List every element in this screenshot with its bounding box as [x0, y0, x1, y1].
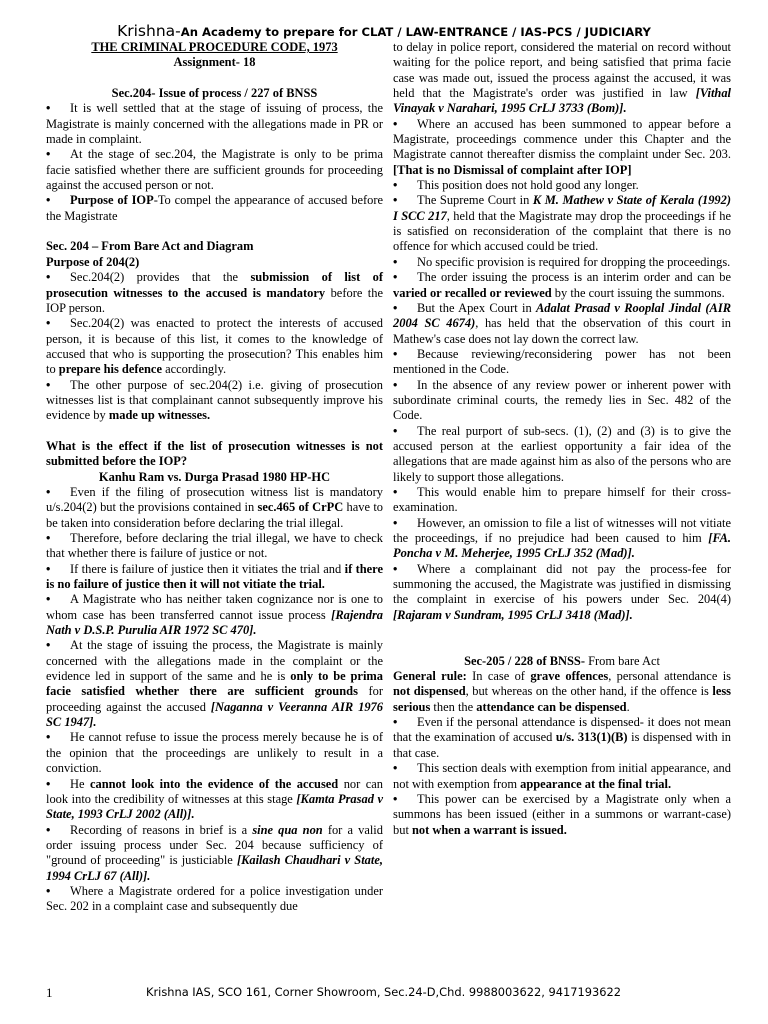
bullet-item: • However, an omission to file a list of witnesses will not vitiate the proceedings, if no prejudice had been caused to him [FA. Poncha v M. Meherjee, 1995 CrLJ 352 (Mad)]. [393, 516, 731, 562]
bullet-item: • This power can be exercised by a Magistrate only when a summons has been issued (either in a summons or warrant-case) but not when a warrant is issued. [393, 792, 731, 838]
header-tagline: An Academy to prepare for CLAT / LAW-ENTRANCE / IAS-PCS / JUDICIARY [180, 25, 651, 39]
bullet-item: • A Magistrate who has neither taken cognizance nor is one to whom case has been transferred cannot issue process [Rajendra Nath v D.S.P. Purulia AIR 1972 SC 470]. [46, 592, 383, 638]
bullet-item: • This position does not hold good any longer. [393, 178, 731, 193]
bullet-item: • Even if the filing of prosecution witness list is mandatory u/s.204(2) but the provisions contained in sec.465 of CrPC have to be taken into consideration before declaring the trial illegal. [46, 485, 383, 531]
bullet-item: • The other purpose of sec.204(2) i.e. giving of prosecution witnesses list is that complainant cannot subsequently improve his evidence by made up witnesses. [46, 378, 383, 424]
bullet-item: • The order issuing the process is an interim order and can be varied or recalled or reviewed by the court issuing the summons. [393, 270, 731, 301]
bullet-item: • At the stage of sec.204, the Magistrate is only to be prima facie satisfied whether there are sufficient grounds for proceeding against the accused person or not. [46, 147, 383, 193]
bullet-item: • Purpose of IOP-To compel the appearance of accused before the Magistrate [46, 193, 383, 224]
bullet-item: • Where an accused has been summoned to appear before a Magistrate, proceedings commence under this Chapter and the Magistrate cannot thereafter dismiss the complaint under Sec. 203. [That is no Dismissal of complaint after IOP] [393, 117, 731, 178]
purpose-heading: Purpose of 204(2) [46, 254, 140, 269]
sec204-heading: Sec.204- Issue of process / 227 of BNSS [111, 86, 318, 101]
bullet-item: • If there is failure of justice then it vitiates the trial and if there is no failure of justice then it will not vitiate the trial. [46, 562, 383, 593]
page-footer [0, 984, 768, 1000]
bullet-item: • Recording of reasons in brief is a sine qua non for a valid order issuing process under Sec. 204 because sufficiency of "ground of proceeding" is justiciable [Kailash Chaudhari v State, 1994 CrLJ 67 (All)]. [46, 823, 383, 884]
page-header [0, 22, 768, 41]
bullet-item: • But the Apex Court in Adalat Prasad v Rooplal Jindal (AIR 2004 SC 4674), has held that the observation of this court in Mathew's case does not lay down the correct law. [393, 301, 731, 347]
bullet-item: • He cannot look into the evidence of the accused nor can look into the credibility of witnesses at this stage [Kamta Prasad v State, 1993 CrLJ 2002 (All)]. [46, 777, 383, 823]
case-heading: Kanhu Ram vs. Durga Prasad 1980 HP-HC [98, 469, 331, 484]
sec205-heading: Sec-205 / 228 of BNSS- From bare Act [464, 653, 660, 668]
bullet-item: • The real purport of sub-secs. (1), (2) and (3) is to give the accused person at the earliest opportunity a fair idea of the allegations that are made against him as also of the persons who are likely to support those allegations. [393, 424, 731, 485]
document-title: THE CRIMINAL PROCEDURE CODE, 1973 [91, 40, 338, 54]
bullet-item: • Even if the personal attendance is dispensed- it does not mean that the examination of accused u/s. 313(1)(B) is dispensed with in that case. [393, 715, 731, 761]
bullet-item: • Sec.204(2) provides that the submission of list of prosecution witnesses to the accused is mandatory before the IOP person. [46, 270, 383, 316]
bullet-item: • The Supreme Court in K M. Mathew v State of Kerala (1992) I SCC 217, held that the Magistrate may drop the proceedings if he is satisfied on reconsideration of the complaint that there is no offence for which accused could be tried. [393, 193, 731, 254]
bullet-item: • This would enable him to prepare himself for their cross-examination. [393, 485, 731, 516]
left-column [46, 40, 383, 915]
bullet-item: • Where a complainant did not pay the process-fee for summoning the accused, the Magistrate was justified in dismissing the complaint in exercise of his powers under Sec. 204(4) [Rajaram v Sundram, 1995 CrLJ 3418 (Mad)]. [393, 562, 731, 623]
question-heading: What is the effect if the list of prosecution witnesses is not submitted before the IOP? [46, 438, 383, 469]
continuation-paragraph: to delay in police report, considered the material on record without waiting for the police report, and being satisfied that prima facie case was made out, issued the process against the accused, it was held that the Magistrate's order was justified in law [Vithal Vinayak v Narahari, 1995 CrLJ 3733 (Bom)]. [393, 40, 731, 116]
bare-act-heading: Sec. 204 – From Bare Act and Diagram [46, 239, 254, 254]
right-column [393, 40, 731, 838]
general-rule-paragraph: General rule: In case of grave offences, personal attendance is not dispensed, but whereas on the other hand, if the offence is less serious then the attendance can be dispensed. [393, 669, 732, 714]
bullet-item: • He cannot refuse to issue the process merely because he is of the opinion that the proceedings are unlikely to result in a conviction. [46, 730, 383, 776]
bullet-item: • Because reviewing/reconsidering power has not been mentioned in the Code. [393, 347, 731, 378]
bullet-item: • Therefore, before declaring the trial illegal, we have to check that whether there is failure of justice or not. [46, 531, 383, 562]
bullet-item: • In the absence of any review power or inherent power with subordinate criminal courts, the remedy lies in Sec. 482 of the Code. [393, 378, 731, 424]
bullet-item: • No specific provision is required for dropping the proceedings. [393, 255, 731, 270]
bullet-item: • Where a Magistrate ordered for a police investigation under Sec. 202 in a complaint case and subsequently due [46, 884, 383, 915]
footer-address: Krishna IAS, SCO 161, Corner Showroom, Sec.24-D,Chd. 9988003622, 9417193622 [146, 985, 622, 999]
bullet-item: • At the stage of issuing the process, the Magistrate is mainly concerned with the allegations made in the complaint or the evidence led in support of the same and he is only to be prima facie satisfied whether there are sufficient grounds for proceeding against the accused [Naganna v Veeranna AIR 1976 SC 1947]. [46, 638, 383, 730]
bullet-item: • It is well settled that at the stage of issuing of process, the Magistrate is mainly concerned with the allegations made in PR or made in complaint. [46, 101, 383, 147]
bullet-item: • This section deals with exemption from initial appearance, and not with exemption from appearance at the final trial. [393, 761, 731, 792]
page-number: 1 [46, 985, 53, 1000]
bullet-item: • Sec.204(2) was enacted to protect the interests of accused person, it is because of this list, it comes to the knowledge of accused that who is supporting the prosecution? This enables him to prepare his defence accordingly. [46, 316, 383, 377]
assignment-label: Assignment- 18 [173, 55, 256, 70]
header-brand: Krishna- [117, 22, 181, 40]
